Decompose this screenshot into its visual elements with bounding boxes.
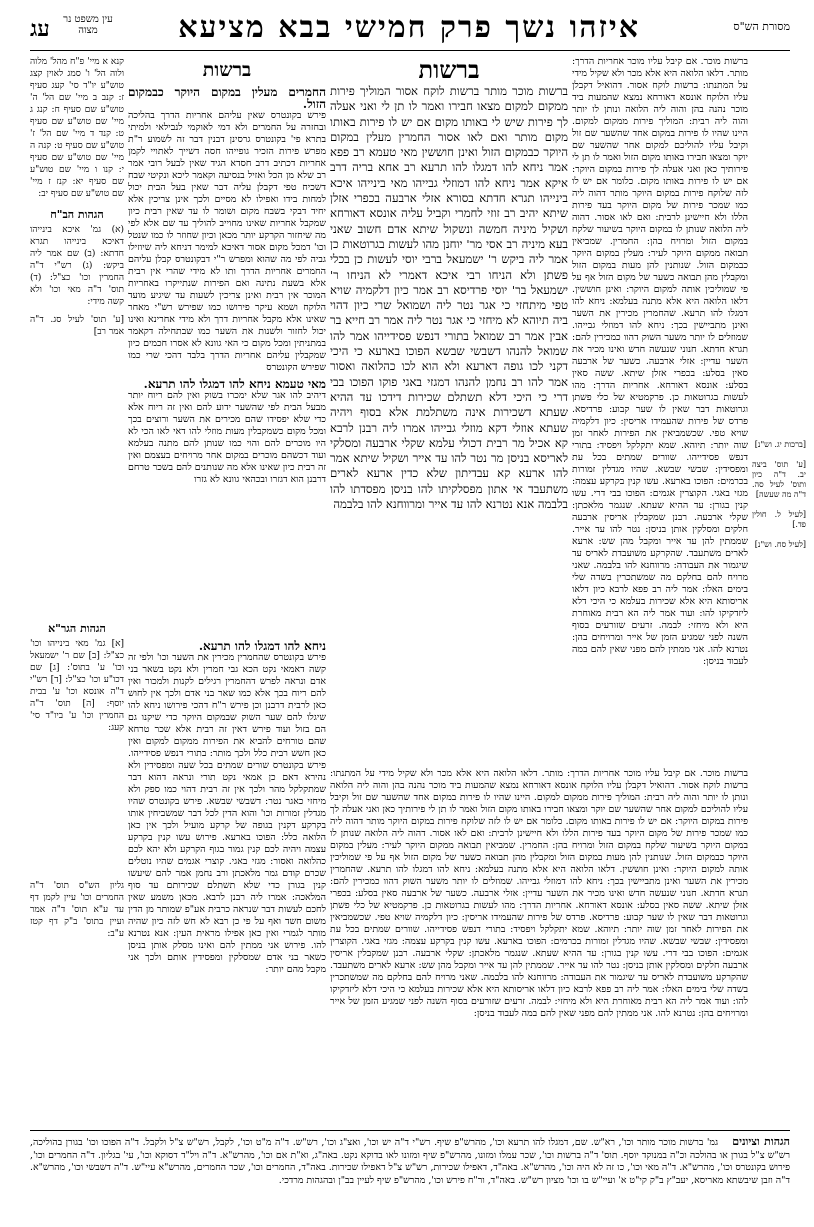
tosafot-dibur-hamatchil: החמרים מעלין במקום היוקר כבמקום הזול. <box>128 85 326 111</box>
masoret-note-3: [לעיל ל. חולין פד.] <box>752 510 806 529</box>
rashi-column <box>572 56 748 764</box>
tosafot-lower-column <box>128 640 326 1120</box>
tosafot3-text: פירש בקונטרס שהחמרין מכירין את השער וכו' ולפי זה קשה דאמאי נקט הכא גבי חמרין ולא נקט בשאר בני אדם ונראה לפרש דהחמרין רגילים לקנות ולמכור ואין להם ריוח בכך אלא כמו שאר בני אדם ולכך אין לחוש כאן לרבית דרבנן וכן פירש ר"ח דהכי פירושו ניחא להו שיגלו להם שער השוק שבמקום היוקר כדי שיקנו גם הם בזול ועוד פירש דאין זה רבית אלא שכר טרחא שהם טורחים להביא את הפירות ממקום למקום ואין כאן חשש רבית כלל ולכך מותר: בתורי דנפש פסידייהו. פירש בקונטרס שורים שמתים בכל שעה ומפסידין ולא נהירא דאם כן אמאי נקט תורי ונראה דהוא דבר שמתקלקל מהר ולכך אין זה רבית דהוי כמו ספק ולא מיחזי כאגר נטר: דשבשי שבשא. פירש בקונטרס שהיו מגדלין זמורות וכו' והוא הדין לכל דבר שמשביחין אותו בקרקע דקנין בגופה של קרקע מועיל ולכך אין כאן הלואה כלל: הפוכו בארעא. פירוש עשו קנין בקרקע עצמה ויהיה לכם קנין גמור בגוף הקרקע ולא יהא לכם כהלואה ואסור: מגזי באגי. קוצרי אגמים שהיו נוטלים שכרם קודם גמר מלאכתן ורב נחמן אמר להם שיעשו קנין בגורן כדי שלא תשתלם שכירותם עד סוף המלאכה: אמרו ליה רבנן לרבא. מכאן משמע שאין לחכם לעשות דבר שנראה כרבית אע"פ שמותר מן הדין משום חשד ואף על פי כן רבא לא חש לזה כיון שהיה מותר לגמרי ואין כאן אפילו מראית העין: אנא נטרנא להו. פירוש אני ממתין להם ואינו מסלק אותן בניסן כשאר בני אדם שמסלקין ומפסידין אותם ולכך אני מקבל מהם יותר: <box>128 652 326 975</box>
page-header <box>30 10 790 50</box>
gemara-text: ברשות מוכר מותר ברשות לוקח אסור המוליך פירות ממקום למקום מצאו חבירו ואמר לו תן לי ואני אעלה לך פירות שיש לי באותו מקום אם יש לו פירות באותו מקום מותר ואם לאו אסור החמרין מעלין במקום היוקר כבמקום הזול ואינן חוששין מאי טעמא רב פפא אמר ניחא להו דמגלו להו תרעא רב אחא בריה דרב איקא אמר ניחא להו דמוזלי גבייהו מאי בינייהו איכא בינייהו תגרא חדתא בסורא אזלי ארבעה בכפרי אזלן שיתא יהיב רב זוזי לחמרי וקביל עליה אונסא דאורחא ושקיל מיניה חמשה ונשקול שיתא אדם חשוב שאני בעא מיניה רב אסי מר' יוחנן מהו לעשות בגרוטאות כן אמר ליה ביקש ר' ישמעאל ברבי יוסי לעשות כן בכלי פשתן ולא הניחו רבי איכא דאמרי לא הניחו ר' ישמעאל בר' יוסי פרדיסא רב אמר כיון דלקמיה שויא טפי מיתחזי כי אגר נטר ליה ושמואל שרי כיון דהוי ביה תיוהא לא מיחזי כי אגר נטר ליה אמר רב חייא בר אבין אמר רב שמואל בתורי דנפש פסידייהו אמר להו שמואל להנהו דשבשי שבשא הפוכו בארעא כי היכי דקני לכו גופה דארעא ולא הוא לכו כהלואה ואסור אמר להו רב נחמן להנהו דמגזי באגי פוקו הפוכו בבי דרי כי היכי דלא תשתלם שכירות דידכו עד ההיא שעתא דשכירות אינה משתלמת אלא בסוף ויהיה שעתא אוזלי דקא מוזלי גבייהו אמרו ליה רבנן לרבא קא אכיל מר רבית דכולי עלמא שקלי ארבעה ומסלקי לאריסא בניסן מר נטר להו עד אייר ושקיל שיתא אמר להו ארעא קא עבדיתון שלא כדין ארעא לארים משתעבד אי אתון מפסלקיתו להו בניסן מפסדתו להו בלבמה אנא נטרנא להו עד אייר ומרווחנא להו בלבמה <box>330 84 568 512</box>
tosafot-text: פירש בקונטרס שאין עליהם אחריות הדרך בהליכה ובחזרה על החמרים ולא דמי לאוקמי לנבילאי ולמיתי בתרא פי' בקונטרס גרסינן דבנין דבר זה לשמוע ר"ת מפרש פירות הזכיר גופייהו חסה דשייך לאתויי לקמן אחריות דכתיב דרב חסדא הגיד שאין לבעל רובי אמר רב שלא מן הכל ואזיל בנסיעה וקאמר ליכא ונקיטי שבח דשכיח טפי דקבלן עליה דבר שאין בעל הבית יכול למחות בידו ואפילו לא מסיים ולכך אינן צריכין אלא יחיד דבקי בשבח מקום ושומר לו עד שאין רבית כיון שמקבל אחריות שאינו מחוייב להוליך עד שם אלא לפי מה שיחזור הקרקע יותר מכאן וכיון שחוזר לו כמו שנטל וכו' דמכל מקום אסור דאיכא למימר דניחא ליה שיוזילו גביה לפי מה שהוא ומפרש ר"י דבקונטרס קבלן עליהם החמרים אחריות הדרך ותו לא מידי שהרי אין רבית אלא בשעת נתינה ואם הפירות שנתייקרו באחריות המוכר אין רבית ואינן צריכין לשעות עד שיגיע מועד הלוקח ושמא עיקר פירושו כמו שפירש רש"י מאחר שאינו אלא מקבל אחריות דרך ולא מידי אחרינא ואינו יכול לחזור ולשנות את השער כמו שבתחילה דקאמר במתניתין ומכל מקום כי האי גוונא לא אסרו חכמים כיון שמקבלין עליהם אחריות הדרך בלבד דהכי שרי כמו שפירש הקונטרס <box>128 110 326 373</box>
chapter-title: איזהו נשך פרק חמישי בבא מציעא <box>178 10 640 45</box>
rashi-lower-column <box>330 768 748 1120</box>
masoret-note-4: [לעיל סח. וש"נ] <box>754 540 806 549</box>
folio-number: עג <box>30 16 50 42</box>
tosafot2-dibur-hamatchil: מאי טעמא ניחא להו דמגלו להו תרעא. <box>143 377 326 391</box>
hagahot-gra-text: [א] גמ' מאי בינייהו וכו' כצ"ל: [ב] שם ר' ישמעאל וכו' ע' בתוס': [ג] שם דכו"ע וכו' כצ"ל: [ד] רש"י ד"ה אונסא וכו' ע' בבית יוסף: [ה] תוס' ד"ה החמרין וכו' ע' ביו"ד סי' קעג: <box>30 639 124 733</box>
rashi-text: ברשות מוכר. אם קיבל עליו מוכר אחריות הדרך: מותר. דלאו הלואה היא אלא מכר ולא שקיל מידי על המתנתו: ברשות לוקח אסור. דהואיל דקבלן עליו הלוקח אונסא דאורחא נמצא שהמעות ביד מוכר נהנה בהן והוה ליה הלואה ונותן לו יותר והוה ליה רבית: המוליך פירות ממקום למקום. היינו שהיו לו פירות במקום אחד שהשער שם זול וקיבל עליו להוליכם למקום אחר שהשער שם יוקר ומצאו חבירו באותו מקום הזול ואמר לו תן לי פירותיך כאן ואני אעלה לך פירות במקום היוקר: אם יש לו פירות באותו מקום. כלומר אם יש לו לזה שלוקח פירות במקום היוקר מותר דהוה ליה כמו שמכר פירות של מקום היוקר בעד פירות הללו ולא חיישינן לרבית: ואם לאו אסור. דהוה ליה הלואה שנותן לו במקום היוקר בשיעור שלקח במקום הזול ומרויח בהן: החמרין. שמביאין תבואה ממקום היוקר לעיר: מעלין במקום היוקר כבמקום הזול. שנותנין להן מעות במקום הזול ומקבלין מהן תבואה כשער של מקום הזול אף על פי שמוליכין אותה למקום היוקר: ואינן חוששין. דלאו הלואה היא אלא מתנה בעלמא: ניחא להו דמגלו להו תרעא. שהחמרין מכירין את השער ואינן מתביישין בכך: ניחא להו דמוזלי גבייהו. שמוזלים לו יותר משער השוק דהוו כמכירין להם: תגרא חדתא. חנוני שנעשה חדש ואינו מכיר את השער עדיין: אזלי ארבעה. כשער של ארבעה סאין בסלע: בכפרי אזלן שיתא. ששה סאין בסלע: אונסא דאורחא. אחריות הדרך: מהו לעשות בגרוטאות כן. פרקמטיא של כלי פשתן וגרוטאות דבר שאין לו שער קבוע: פרדיסא. פרדס של פירות שהעמידו אריסין: כיון דלקמיה שויא טפי. שכשמביאין את הפירות לאחר זמן שוה יותר: תיוהא. שמא יתקלקל ויפסיד: בתורי דנפש פסידייהו. שוורים שמתים בכל עת ומפסידין: שבשי שבשא. שהיו מגדלין זמורות בכרמים: הפוכו בארעא. עשו קנין בקרקע עצמה: מגזי באגי. הקוצרין אגמים: הפוכו בבי דרי. עשו קנין בגורן: עד ההיא שעתא. שנגמר מלאכתן: שקלי ארבעה. רבנן שמקבלין אריסין ארבעה חלקים ומסלקין אותן בניסן: נטר להו עד אייר. שממתין להן עד אייר ומקבל מהן שש: ארעא לארים משתעבד. שהקרקע משועבדת לאריס עד שיגמור את העבודה: מרווחנא להו בלבמה. שאני מרויח להם בחלקם מה שמשתכרין בשדה שלי בימים האלו: אמר ליה רב פפא לרבא כיון דלאו אריסותא היא אלא שכירות בעלמא כי היכי דלא ליזדקיקו להו: ועוד אמר ליה הא רבית מאוחרת היא ולא מיחזי: לבמה. זרעים שזורעים בסוף השנה לפני שמגיע הזמן של אייר ומרויחים בהן: נטרנא להו. אני ממתין להם מפני שאין להם במה לעבוד בניסן: <box>572 56 748 667</box>
masoret-note-1: [ברכות יג. וש"נ] <box>754 440 806 449</box>
header-rule <box>30 50 790 51</box>
masoret-label: מסורת הש"ס <box>733 20 790 33</box>
gemara-lead-word: ברשות <box>418 56 480 84</box>
tosafot-reference: [ע' תוס' לעיל סג. ד"ה אמר רב] <box>30 315 124 337</box>
ein-mishpat-label: עין משפט נר מצוה <box>63 14 113 36</box>
footer-hagahot <box>30 1136 790 1220</box>
gra-column <box>30 620 124 870</box>
masoret-column <box>752 440 806 800</box>
rashi-lower-text: ברשות מוכר. אם קיבל עליו מוכר אחריות הדרך: מותר. דלאו הלואה היא אלא מכר ולא שקיל מידי על המתנתו: ברשות לוקח אסור. דהואיל דקבלן עליו הלוקח אונסא דאורחא נמצא שהמעות ביד מוכר נהנה בהן והוה ליה הלואה ונותן לו יותר והוה ליה רבית: המוליך פירות ממקום למקום. היינו שהיו לו פירות במקום אחד שהשער שם זול וקיבל עליו להוליכם למקום אחר שהשער שם יוקר ומצאו חבירו באותו מקום הזול ואמר לו תן לי פירותיך כאן ואני אעלה לך פירות במקום היוקר: אם יש לו פירות באותו מקום. כלומר אם יש לו לזה שלוקח פירות במקום היוקר מותר דהוה ליה כמו שמכר פירות של מקום היוקר בעד פירות הללו ולא חיישינן לרבית: ואם לאו אסור. דהוה ליה הלואה שנותן לו במקום היוקר בשיעור שלקח במקום הזול ומרויח בהן: החמרין. שמביאין תבואה ממקום היוקר לעיר: מעלין במקום היוקר כבמקום הזול. שנותנין להן מעות במקום הזול ומקבלין מהן תבואה כשער של מקום הזול אף על פי שמוליכין אותה למקום היוקר: ואינן חוששין. דלאו הלואה היא אלא מתנה בעלמא: ניחא להו דמגלו להו תרעא. שהחמרין מכירין את השער ואינן מתביישין בכך: ניחא להו דמוזלי גבייהו. שמוזלים לו יותר משער השוק דהוו כמכירין להם: תגרא חדתא. חנוני שנעשה חדש ואינו מכיר את השער עדיין: אזלי ארבעה. כשער של ארבעה סאין בסלע: בכפרי אזלן שיתא. ששה סאין בסלע: אונסא דאורחא. אחריות הדרך: מהו לעשות בגרוטאות כן. פרקמטיא של כלי פשתן וגרוטאות דבר שאין לו שער קבוע: פרדיסא. פרדס של פירות שהעמידו אריסין: כיון דלקמיה שויא טפי. שכשמביאין את הפירות לאחר זמן שוה יותר: תיוהא. שמא יתקלקל ויפסיד: בתורי דנפש פסידייהו. שוורים שמתים בכל עת ומפסידין: שבשי שבשא. שהיו מגדלין זמורות בכרמים: הפוכו בארעא. עשו קנין בקרקע עצמה: מגזי באגי. הקוצרין אגמים: הפוכו בבי דרי. עשו קנין בגורן: עד ההיא שעתא. שנגמר מלאכתן: שקלי ארבעה. רבנן שמקבלין אריסין ארבעה חלקים ומסלקין אותן בניסן: נטר להו עד אייר. שממתין להן עד אייר ומקבל מהן שש: ארעא לארים משתעבד. שהקרקע משועבדת לאריס עד שיגמור את העבודה: מרווחנא להו בלבמה. שאני מרויח להם בחלקם מה שמשתכרין בשדה שלי בימים האלו: אמר ליה רב פפא לרבא כיון דלאו אריסותא היא אלא שכירות בעלמא כי היכי דלא ליזדקיקו להו: ועוד אמר ליה הא רבית מאוחרת היא ולא מיחזי: לבמה. זרעים שזורעים בסוף השנה לפני שמגיע הזמן של אייר ומרויחים בהן: נטרנא להו. אני ממתין להם מפני שאין להם במה לעבוד בניסן: <box>330 768 748 1019</box>
tosafot3-dibur-hamatchil: ניחא להו דמגלו להו תרעא. <box>198 640 326 653</box>
hagahot-gra-title: הגהות הגר"א <box>48 622 106 635</box>
ein-mishpat-column <box>30 56 124 616</box>
tosafot-lead-word: ברשות <box>202 59 252 81</box>
gilyon-column <box>30 880 124 1000</box>
footer-text: גמ' ברשות מוכר מותר וכו', רא"ש. שם, דמגלו להו תרעא וכו', מהרש"פ שיף. רש"י ד"ה יש וכו', ואצ"ג וכו', רש"ש. ד"ה מ"ט וכו', לקבל, רש"ש צ"ל ולקבל. ד"ה הפוכו וכו' בגורן בהוליכה, רש"ש צ"ל בגורן או בהולכה וכ"ה במנוקד יוסף. תוס' ד"ה ברשות וכו', שכר עמלו ומזונו, מהרש"פ שיף ומזונו לאו בדוקא נקט. באה"ג, וא"ת אם וכו', מהרש"א. ד"ה ויל"ד דסוקא וכו', עי' בגליון. ד"ה החמרים וכו', פירוש בקונטרס וכו', מהרש"א. ד"ה מאי וכו', כו זה לא היה וכו', מהרש"א. באה"ד, דאפילו שכירות, רש"ש צ"ל דאפילו שכירות. באה"ד, החמרים וכו', שכר החמרים, מהרש"א עיי"ש. ד"ה דשבשי וכו', מהרש"א. ד"ה וזבן שיבשתא מאריסא, יעב"ץ ב"ק קי"ט א' ועיי"ש בו וכו' מציון רש"ש. באה"ד, ור"ח פירש וכו', מהרש"פ שיף לעיין בב"ן ובהגהות מרדכי. <box>30 1137 790 1186</box>
footer-rule <box>30 1130 790 1131</box>
ein-mishpat-text: קנא א מיי' פ"ח מהל' מלוה ולוה הל' ו' סמג לאוין קצג טוש"ע יו"ד סי' קעג סעיף ז: קנב ב מיי' שם הל' ה' טוש"ע שם סעיף ח: קנג ג מיי' שם טוש"ע שם סעיף ט: קנד ד מיי' שם הל' ז' טוש"ע שם סעיף ט: קנה ה מיי' שם טוש"ע שם סעיף י: קנו ו מיי' שם טוש"ע שם סעיף יא: קנז ז מיי' שם טוש"ע שם סעיף יב: <box>30 57 124 199</box>
hagahot-bach-text: (א) גמ' איכא בינייהו דאיכא בינייהו תגרא חדתא: (ב) שם אמר ליה ביקש: (ג) רש"י ד"ה החמרין וכו' כצ"ל: (ד) תוס' ד"ה מאי וכו' ולא קשה מידי: <box>30 225 124 307</box>
hagahot-bach-title: הגהות הב"ח <box>50 208 104 221</box>
gilyon-hashas-text: גליון הש"ס תוס' ד"ה החמרים וכו' עיין לקמן דף עד ע"א תוס' ד"ה אמר ועיין בתוס' ב"ק דף קטז ע"ב: <box>30 881 124 939</box>
tosafot2-text: דיהיב להו אגר שלא ימכרו בשוק ואין להם ריוח יותר מבעל הבית לפי שהשער ידוע להם ואין זה ריוח אלא כדי שלא יפסידו שהם מכירים את השער ורוצים בכך ומכל מקום כשמקבלין מעות מוזלי להו דאי לאו הכי לא היו מוכרים להם והוי כמו שנותן להם מתנה בעלמא ועוד דכשהם מוכרים במקום אחר מרויחים בעצמם ואין זה רבית כיון שאינו אלא מה שנותנים להם בשכר טרחם דרבנן הוא דגזרו ובכהאי גוונא לא גזרו <box>128 390 326 485</box>
masoret-note-2: [ע' תוס' ביצה יב. ד"ה כיון ותוס' לעיל סה. ד"ה מה שעשה] <box>752 460 806 499</box>
gemara-column <box>330 56 568 764</box>
tosafot-column <box>128 56 326 636</box>
footer-title: הגהות וציונים <box>732 1136 790 1148</box>
